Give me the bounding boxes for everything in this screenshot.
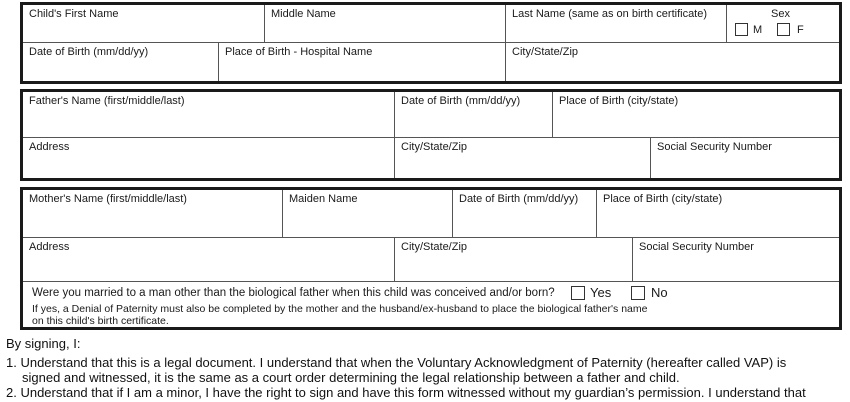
signing-item-1-line-1: 1. Understand that this is a legal document. I understand that when the Voluntary Acknowledgment of Paternity (hereafter called VAP) is [6, 355, 787, 370]
denial-note-line1: If yes, a Denial of Paternity must also be completed by the mother and the husband/ex-husband to place the biological father's name [32, 303, 648, 315]
father-section [20, 89, 842, 181]
married-question-row [23, 282, 839, 327]
father-address-field[interactable] [23, 138, 395, 178]
mother-city-state-zip-label: City/State/Zip [401, 241, 468, 253]
father-address-label: Address [29, 141, 70, 153]
child-dob-field[interactable] [23, 43, 219, 81]
sex-m-checkbox[interactable] [735, 23, 748, 36]
sex-f-label: F [797, 24, 804, 36]
mother-place-of-birth-label: Place of Birth (city/state) [603, 193, 723, 205]
child-last-name-label: Last Name (same as on birth certificate) [512, 8, 708, 20]
father-dob-label: Date of Birth (mm/dd/yy) [401, 95, 521, 107]
father-name-field[interactable] [23, 92, 395, 138]
child-place-of-birth-field[interactable] [219, 43, 506, 81]
child-sex-field [727, 5, 839, 43]
sex-f-checkbox[interactable] [777, 23, 790, 36]
child-dob-label: Date of Birth (mm/dd/yy) [29, 46, 149, 58]
mother-maiden-name-label: Maiden Name [289, 193, 358, 205]
married-question-text: Were you married to a man other than the biological father when this child was conceived and/or born? [32, 287, 555, 299]
child-middle-name-label: Middle Name [271, 8, 336, 20]
mother-maiden-name-field[interactable] [283, 190, 453, 238]
child-middle-name-field[interactable] [265, 5, 506, 43]
child-first-name-label: Child's First Name [29, 8, 119, 20]
child-city-state-zip-label: City/State/Zip [512, 46, 579, 58]
mother-name-field[interactable] [23, 190, 283, 238]
child-place-of-birth-label: Place of Birth - Hospital Name [225, 46, 373, 58]
mother-name-label: Mother's Name (first/middle/last) [29, 193, 187, 205]
mother-ssn-label: Social Security Number [639, 241, 754, 253]
father-dob-field[interactable] [395, 92, 553, 138]
father-city-state-zip-field[interactable] [395, 138, 651, 178]
mother-ssn-field[interactable] [633, 238, 839, 282]
mother-address-label: Address [29, 241, 70, 253]
mother-section [20, 187, 842, 330]
mother-address-field[interactable] [23, 238, 395, 282]
child-last-name-field[interactable] [506, 5, 727, 43]
father-city-state-zip-label: City/State/Zip [401, 141, 468, 153]
married-no-checkbox[interactable] [631, 286, 645, 300]
child-section [20, 2, 842, 84]
child-city-state-zip-field[interactable] [506, 43, 839, 81]
signing-item-2-line-1: 2. Understand that if I am a minor, I have the right to sign and have this form witnessed without my guardian’s permission. I understand that [6, 385, 806, 400]
signing-intro: By signing, I: [6, 336, 81, 351]
father-ssn-label: Social Security Number [657, 141, 772, 153]
married-no-label: No [651, 285, 668, 300]
sex-m-label: M [753, 24, 763, 36]
signing-item-1-line-2: signed and witnessed, it is the same as a court order determining the legal relationship between a father and child. [22, 370, 680, 385]
mother-city-state-zip-field[interactable] [395, 238, 633, 282]
married-yes-label: Yes [590, 285, 612, 300]
married-yes-checkbox[interactable] [571, 286, 585, 300]
mother-place-of-birth-field[interactable] [597, 190, 839, 238]
mother-dob-field[interactable] [453, 190, 597, 238]
child-first-name-field[interactable] [23, 5, 265, 43]
father-place-of-birth-field[interactable] [553, 92, 839, 138]
mother-dob-label: Date of Birth (mm/dd/yy) [459, 193, 579, 205]
denial-note-line2: on this child's birth certificate. [32, 315, 169, 327]
father-ssn-field[interactable] [651, 138, 839, 178]
father-name-label: Father's Name (first/middle/last) [29, 95, 185, 107]
father-place-of-birth-label: Place of Birth (city/state) [559, 95, 679, 107]
sex-label: Sex [771, 8, 790, 20]
